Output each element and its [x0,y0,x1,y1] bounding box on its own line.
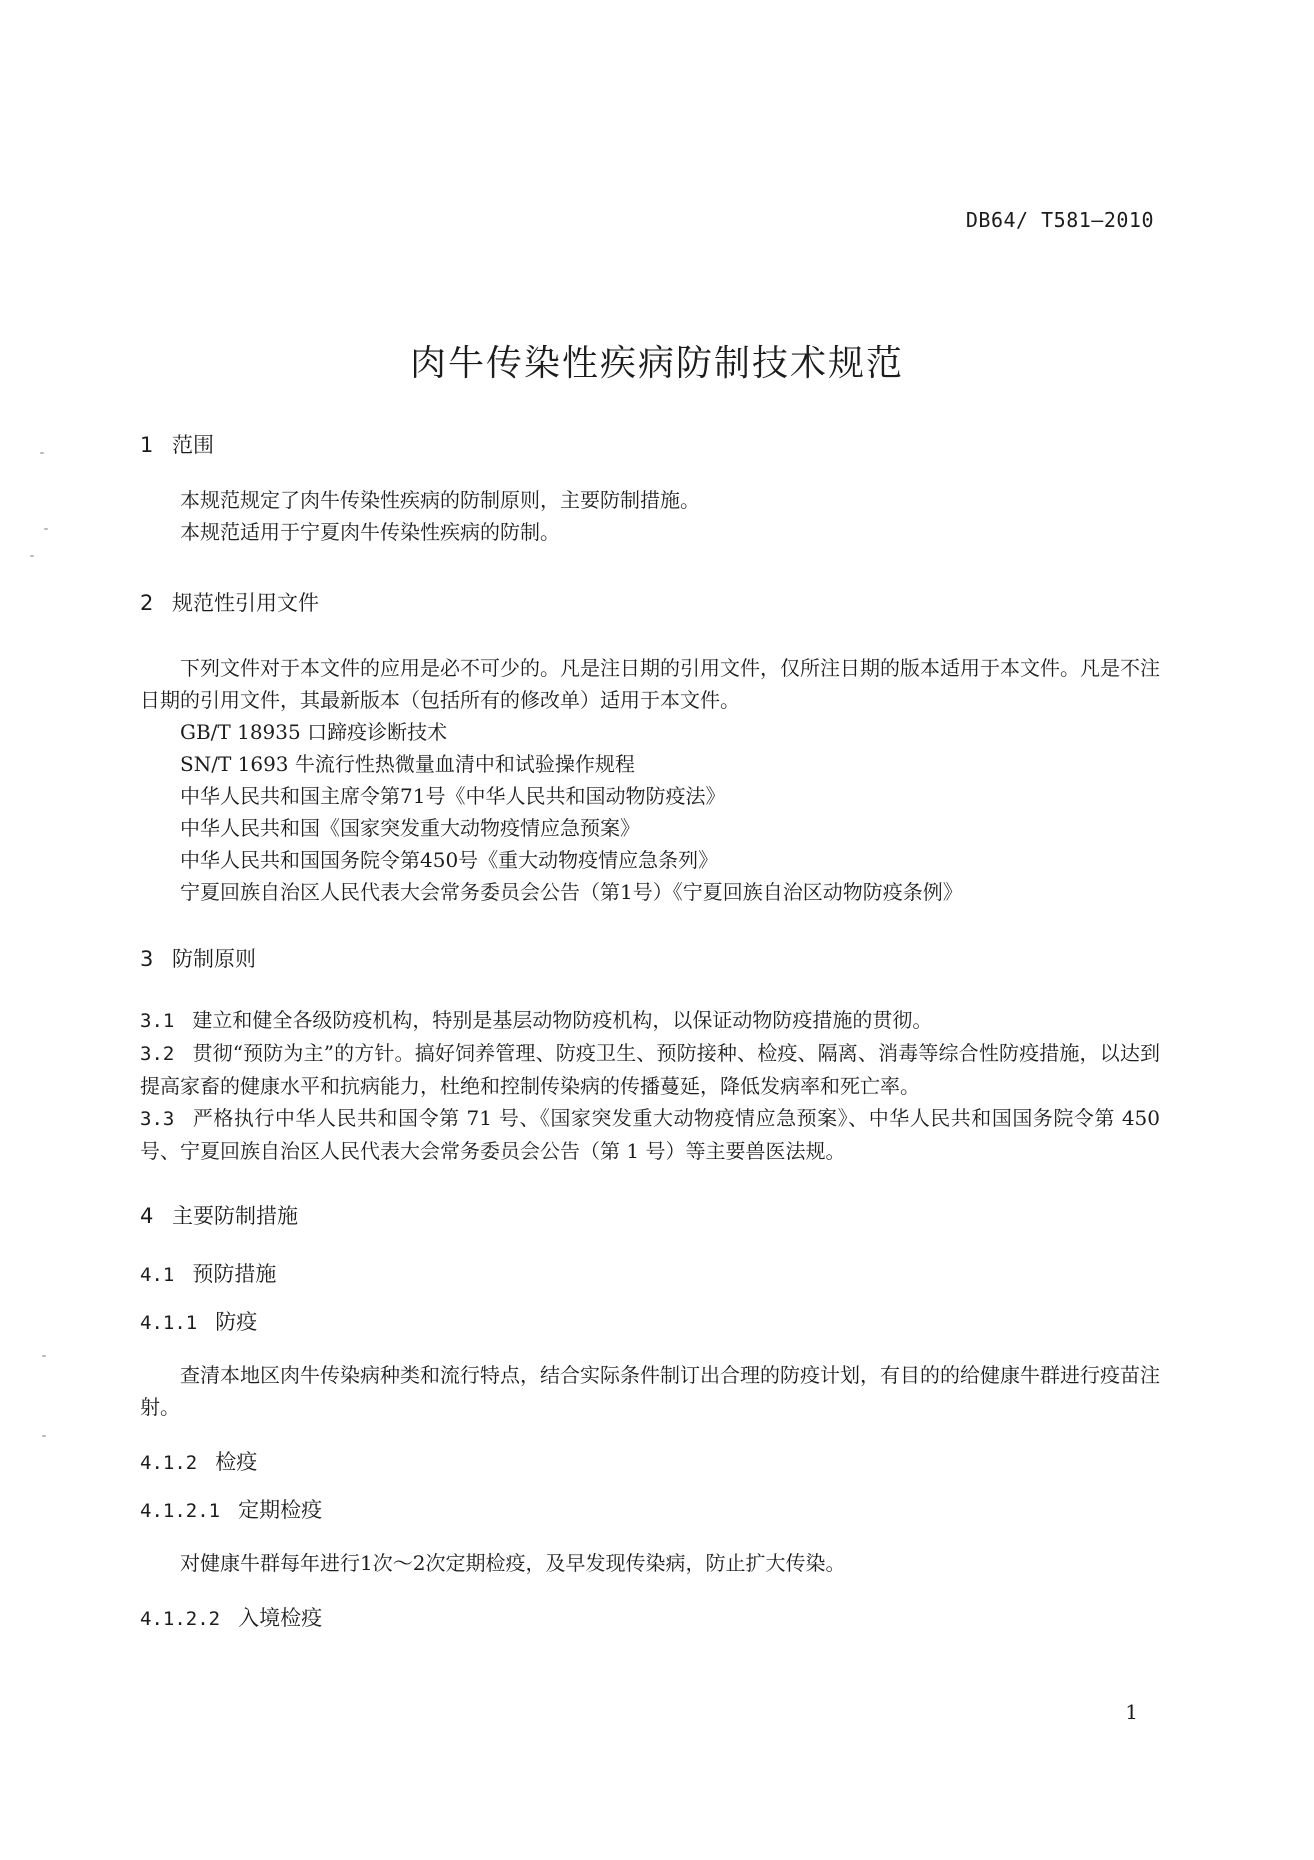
subsection-number: 4.1.1 [140,1312,198,1334]
clause-item [140,1037,1160,1102]
subsection-4-1-2-heading [140,1447,1160,1477]
paragraph: 本规范适用于宁夏肉牛传染性疾病的防制。 [180,520,560,544]
subsection-4-1-2-1-heading [140,1495,1160,1525]
reference-item: 中华人民共和国主席令第71号《中华人民共和国动物防疫法》 [180,784,726,808]
page-number: 1 [1125,1700,1138,1724]
document-title: 肉牛传染性疾病防制技术规范 [409,343,904,384]
clause-item [140,1004,1160,1037]
section-number: 1 [140,433,154,457]
subsection-title: 防疫 [215,1310,258,1334]
scan-speck [30,555,34,557]
scan-speck [44,528,48,530]
section-number: 2 [140,591,154,615]
section-4-heading [140,1201,1160,1231]
section-title: 范围 [172,433,214,457]
scan-speck [42,1435,46,1437]
subsection-number: 4.1.2.2 [140,1608,221,1630]
standard-code: DB64/ T581—2010 [965,208,1154,232]
section-number: 3 [140,947,154,971]
paragraph: 下列文件对于本文件的应用是必不可少的。凡是注日期的引用文件，仅所注日期的版本适用于本文件。凡是不注日期的引用文件，其最新版本（包括所有的修改单）适用于本文件。 [140,656,1160,712]
clause-item [140,1102,1160,1167]
reference-item: 中华人民共和国《国家突发重大动物疫情应急预案》 [180,816,640,840]
clause-number: 3.3 [140,1108,175,1130]
subsection-title: 检疫 [215,1450,258,1474]
reference-item: 宁夏回族自治区人民代表大会常务委员会公告（第1号）《宁夏回族自治区动物防疫条例》 [180,880,963,904]
subsection-number: 4.1.2 [140,1452,198,1474]
section-number: 4 [140,1204,154,1228]
subsection-title: 预防措施 [192,1262,277,1286]
clause-text: 严格执行中华人民共和国令第 71 号、《国家突发重大动物疫情应急预案》、中华人民共和国国务院令第 450 号、宁夏回族自治区人民代表大会常务委员会公告（第 1 号）等主要兽医法规。 [140,1106,1160,1163]
reference-item: SN/T 1693 牛流行性热微量血清中和试验操作规程 [180,752,635,776]
section-1-heading [140,430,1160,460]
subsection-title: 定期检疫 [238,1498,323,1522]
subsection-4-1-2-2-heading [140,1603,1160,1633]
section-title: 规范性引用文件 [172,591,319,615]
scan-speck [40,452,44,454]
subsection-number: 4.1 [140,1264,175,1286]
paragraph: 查清本地区肉牛传染病种类和流行特点，结合实际条件制订出合理的防疫计划，有目的的给健康牛群进行疫苗注射。 [140,1363,1160,1419]
reference-item: GB/T 18935 口蹄疫诊断技术 [180,720,448,744]
document-body [140,430,1160,1633]
scan-speck [42,1355,46,1357]
subsection-number: 4.1.2.1 [140,1500,221,1522]
subsection-title: 入境检疫 [238,1606,323,1630]
paragraph: 对健康牛群每年进行1次～2次定期检疫，及早发现传染病，防止扩大传染。 [180,1551,846,1575]
reference-item: 中华人民共和国国务院令第450号《重大动物疫情应急条列》 [180,848,719,872]
clause-number: 3.1 [140,1010,175,1032]
section-title: 主要防制措施 [172,1204,298,1228]
clause-number: 3.2 [140,1043,175,1065]
section-3-heading [140,944,1160,974]
clause-text: 建立和健全各级防疫机构，特别是基层动物防疫机构，以保证动物防疫措施的贯彻。 [192,1008,933,1032]
section-2-heading [140,588,1160,618]
paragraph: 本规范规定了肉牛传染性疾病的防制原则，主要防制措施。 [180,488,700,512]
subsection-4-1-1-heading [140,1307,1160,1337]
clause-text: 贯彻“预防为主”的方针。搞好饲养管理、防疫卫生、预防接种、检疫、隔离、消毒等综合性防疫措施，以达到提高家畜的健康水平和抗病能力，杜绝和控制传染病的传播蔓延，降低发病率和死亡率。 [140,1041,1160,1098]
subsection-4-1-heading [140,1259,1160,1289]
section-title: 防制原则 [172,947,256,971]
